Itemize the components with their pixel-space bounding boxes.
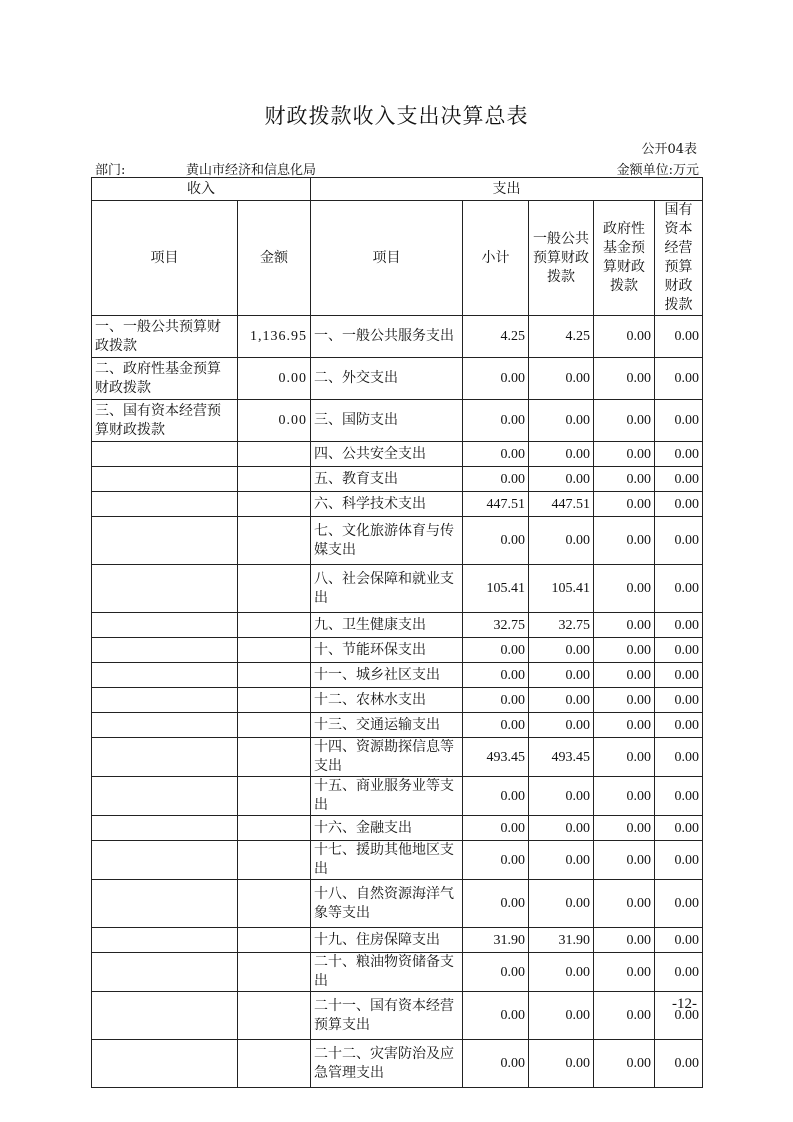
income-amount-cell [238, 841, 311, 880]
page-title: 财政拨款收入支出决算总表 [264, 104, 529, 128]
income-item-cell: 三、国有资本经营预算财政拨款 [92, 400, 238, 442]
income-item-cell [92, 777, 238, 816]
subtotal-cell: 0.00 [463, 816, 529, 841]
state-capital-cell: 0.00 [655, 442, 703, 467]
general-budget-cell: 0.00 [529, 816, 594, 841]
income-item-cell [92, 517, 238, 565]
income-item-cell: 二、政府性基金预算财政拨款 [92, 358, 238, 400]
department-value: 黄山市经济和信息化局 [186, 163, 317, 178]
state-capital-cell: 0.00 [655, 565, 703, 613]
income-item-cell [92, 1040, 238, 1088]
table-body [92, 316, 703, 1088]
income-amount-cell [238, 492, 311, 517]
income-amount-cell [238, 663, 311, 688]
income-amount-cell [238, 1040, 311, 1088]
subtotal-cell: 447.51 [463, 492, 529, 517]
income-amount-cell [238, 816, 311, 841]
gov-fund-cell: 0.00 [594, 358, 655, 400]
subtotal-cell: 0.00 [463, 880, 529, 928]
general-budget-cell: 0.00 [529, 880, 594, 928]
general-budget-cell: 0.00 [529, 688, 594, 713]
table-row [92, 992, 703, 1040]
state-capital-cell: 0.00 [655, 613, 703, 638]
finance-table [91, 177, 703, 1088]
subtotal-cell: 4.25 [463, 316, 529, 358]
expense-item-header: 项目 [311, 201, 463, 316]
table-row [92, 400, 703, 442]
income-item-cell [92, 492, 238, 517]
income-item-cell [92, 880, 238, 928]
expense-item-cell: 十九、住房保障支出 [311, 928, 463, 953]
gov-fund-cell: 0.00 [594, 400, 655, 442]
state-capital-cell: 0.00 [655, 517, 703, 565]
subtotal-cell: 493.45 [463, 738, 529, 777]
gov-fund-cell: 0.00 [594, 492, 655, 517]
gov-fund-cell: 0.00 [594, 442, 655, 467]
expense-item-cell: 十八、自然资源海洋气象等支出 [311, 880, 463, 928]
subtotal-cell: 0.00 [463, 638, 529, 663]
income-item-cell [92, 638, 238, 663]
expense-item-cell: 九、卫生健康支出 [311, 613, 463, 638]
subtotal-cell: 0.00 [463, 442, 529, 467]
income-amount-cell [238, 467, 311, 492]
state-capital-cell: 0.00 [655, 777, 703, 816]
income-amount-cell: 0.00 [238, 358, 311, 400]
table-row [92, 1040, 703, 1088]
general-budget-cell: 0.00 [529, 953, 594, 992]
expense-item-cell: 十二、农林水支出 [311, 688, 463, 713]
income-item-cell [92, 992, 238, 1040]
gov-fund-cell: 0.00 [594, 953, 655, 992]
subtotal-header: 小计 [463, 201, 529, 316]
income-amount-cell [238, 517, 311, 565]
expense-item-cell: 十四、资源勘探信息等支出 [311, 738, 463, 777]
table-row [92, 841, 703, 880]
general-budget-cell: 0.00 [529, 663, 594, 688]
state-capital-cell: 0.00 [655, 928, 703, 953]
income-item-cell [92, 663, 238, 688]
expense-item-cell: 二、外交支出 [311, 358, 463, 400]
income-item-cell [92, 613, 238, 638]
expense-item-cell: 一、一般公共服务支出 [311, 316, 463, 358]
state-capital-cell: 0.00 [655, 688, 703, 713]
department-label: 部门: [95, 163, 126, 178]
expense-item-cell: 二十、粮油物资储备支出 [311, 953, 463, 992]
subtotal-cell: 0.00 [463, 841, 529, 880]
general-budget-cell: 0.00 [529, 467, 594, 492]
table-row [92, 442, 703, 467]
income-amount-cell [238, 688, 311, 713]
income-item-cell [92, 713, 238, 738]
general-budget-cell: 0.00 [529, 400, 594, 442]
gov-fund-cell: 0.00 [594, 816, 655, 841]
table-row [92, 663, 703, 688]
table-row [92, 638, 703, 663]
income-item-cell: 一、一般公共预算财政拨款 [92, 316, 238, 358]
state-capital-cell: 0.00 [655, 638, 703, 663]
expense-item-cell: 五、教育支出 [311, 467, 463, 492]
general-budget-cell: 0.00 [529, 992, 594, 1040]
income-amount-cell [238, 638, 311, 663]
table-row [92, 880, 703, 928]
income-amount-cell [238, 928, 311, 953]
gov-fund-cell: 0.00 [594, 713, 655, 738]
report-meta [95, 159, 699, 177]
income-item-cell [92, 953, 238, 992]
income-item-cell [92, 467, 238, 492]
general-budget-cell: 0.00 [529, 442, 594, 467]
income-amount-cell [238, 713, 311, 738]
general-budget-cell: 0.00 [529, 777, 594, 816]
state-capital-cell: 0.00 [655, 358, 703, 400]
gov-fund-cell: 0.00 [594, 663, 655, 688]
expense-item-cell: 六、科学技术支出 [311, 492, 463, 517]
gov-fund-cell: 0.00 [594, 738, 655, 777]
income-item-cell [92, 565, 238, 613]
general-budget-cell: 105.41 [529, 565, 594, 613]
general-budget-cell: 31.90 [529, 928, 594, 953]
expense-item-cell: 二十二、灾害防治及应急管理支出 [311, 1040, 463, 1088]
subtotal-cell: 0.00 [463, 358, 529, 400]
gov-fund-cell: 0.00 [594, 565, 655, 613]
table-row [92, 316, 703, 358]
gov-fund-cell: 0.00 [594, 467, 655, 492]
state-capital-cell: 0.00 [655, 841, 703, 880]
table-row [92, 517, 703, 565]
general-budget-cell: 447.51 [529, 492, 594, 517]
subtotal-cell: 31.90 [463, 928, 529, 953]
state-capital-cell: 0.00 [655, 316, 703, 358]
expense-item-cell: 十一、城乡社区支出 [311, 663, 463, 688]
expense-item-cell: 十五、商业服务业等支出 [311, 777, 463, 816]
state-capital-cell: 0.00 [655, 400, 703, 442]
gov-fund-cell: 0.00 [594, 777, 655, 816]
form-number: 公开04表 [641, 142, 697, 157]
gov-fund-cell: 0.00 [594, 688, 655, 713]
state-capital-header: 国有资本经营预算财政拨款 [655, 201, 703, 316]
expense-item-cell: 七、文化旅游体育与传媒支出 [311, 517, 463, 565]
subtotal-cell: 0.00 [463, 688, 529, 713]
table-row [92, 492, 703, 517]
expense-item-cell: 十七、援助其他地区支出 [311, 841, 463, 880]
income-item-cell [92, 688, 238, 713]
general-budget-cell: 0.00 [529, 358, 594, 400]
income-amount-header: 金额 [238, 201, 311, 316]
state-capital-cell: 0.00 [655, 953, 703, 992]
table-row [92, 816, 703, 841]
subtotal-cell: 32.75 [463, 613, 529, 638]
subtotal-cell: 0.00 [463, 992, 529, 1040]
state-capital-cell: 0.00 [655, 738, 703, 777]
expense-item-cell: 十、节能环保支出 [311, 638, 463, 663]
expense-item-cell: 二十一、国有资本经营预算支出 [311, 992, 463, 1040]
gov-fund-header: 政府性基金预算财政拨款 [594, 201, 655, 316]
gov-fund-cell: 0.00 [594, 880, 655, 928]
income-amount-cell: 1,136.95 [238, 316, 311, 358]
general-budget-cell: 4.25 [529, 316, 594, 358]
income-item-cell [92, 442, 238, 467]
subtotal-cell: 0.00 [463, 953, 529, 992]
income-amount-cell [238, 953, 311, 992]
expense-item-cell: 十六、金融支出 [311, 816, 463, 841]
expense-item-cell: 八、社会保障和就业支出 [311, 565, 463, 613]
income-amount-cell: 0.00 [238, 400, 311, 442]
income-amount-cell [238, 880, 311, 928]
income-item-cell [92, 928, 238, 953]
table-row [92, 467, 703, 492]
general-budget-cell: 0.00 [529, 638, 594, 663]
gov-fund-cell: 0.00 [594, 517, 655, 565]
table-row [92, 688, 703, 713]
subtotal-cell: 0.00 [463, 517, 529, 565]
state-capital-cell: 0.00 [655, 992, 703, 1040]
subtotal-cell: 0.00 [463, 1040, 529, 1088]
subtotal-cell: 0.00 [463, 400, 529, 442]
amount-unit: 金额单位:万元 [616, 163, 699, 178]
expense-item-cell: 三、国防支出 [311, 400, 463, 442]
gov-fund-cell: 0.00 [594, 316, 655, 358]
expense-header: 支出 [311, 178, 703, 201]
state-capital-cell: 0.00 [655, 467, 703, 492]
income-amount-cell [238, 992, 311, 1040]
gov-fund-cell: 0.00 [594, 638, 655, 663]
gov-fund-cell: 0.00 [594, 613, 655, 638]
income-amount-cell [238, 565, 311, 613]
income-item-header: 项目 [92, 201, 238, 316]
general-budget-header: 一般公共预算财政拨款 [529, 201, 594, 316]
table-row [92, 713, 703, 738]
expense-item-cell: 十三、交通运输支出 [311, 713, 463, 738]
gov-fund-cell: 0.00 [594, 1040, 655, 1088]
general-budget-cell: 493.45 [529, 738, 594, 777]
table-row [92, 358, 703, 400]
table-row [92, 777, 703, 816]
expense-item-cell: 四、公共安全支出 [311, 442, 463, 467]
gov-fund-cell: 0.00 [594, 992, 655, 1040]
subtotal-cell: 0.00 [463, 663, 529, 688]
general-budget-cell: 0.00 [529, 1040, 594, 1088]
income-item-cell [92, 816, 238, 841]
table-row [92, 738, 703, 777]
gov-fund-cell: 0.00 [594, 928, 655, 953]
gov-fund-cell: 0.00 [594, 841, 655, 880]
subtotal-cell: 105.41 [463, 565, 529, 613]
income-item-cell [92, 738, 238, 777]
general-budget-cell: 0.00 [529, 517, 594, 565]
table-row [92, 613, 703, 638]
state-capital-cell: 0.00 [655, 880, 703, 928]
state-capital-cell: 0.00 [655, 663, 703, 688]
income-amount-cell [238, 738, 311, 777]
subtotal-cell: 0.00 [463, 467, 529, 492]
income-amount-cell [238, 777, 311, 816]
general-budget-cell: 0.00 [529, 713, 594, 738]
table-row [92, 565, 703, 613]
income-amount-cell [238, 613, 311, 638]
table-row [92, 953, 703, 992]
income-item-cell [92, 841, 238, 880]
general-budget-cell: 32.75 [529, 613, 594, 638]
table-row [92, 928, 703, 953]
general-budget-cell: 0.00 [529, 841, 594, 880]
subtotal-cell: 0.00 [463, 713, 529, 738]
state-capital-cell: 0.00 [655, 713, 703, 738]
income-amount-cell [238, 442, 311, 467]
state-capital-cell: 0.00 [655, 1040, 703, 1088]
state-capital-cell: 0.00 [655, 492, 703, 517]
income-header: 收入 [92, 178, 311, 201]
page-number: -12- [672, 996, 697, 1012]
state-capital-cell: 0.00 [655, 816, 703, 841]
subtotal-cell: 0.00 [463, 777, 529, 816]
